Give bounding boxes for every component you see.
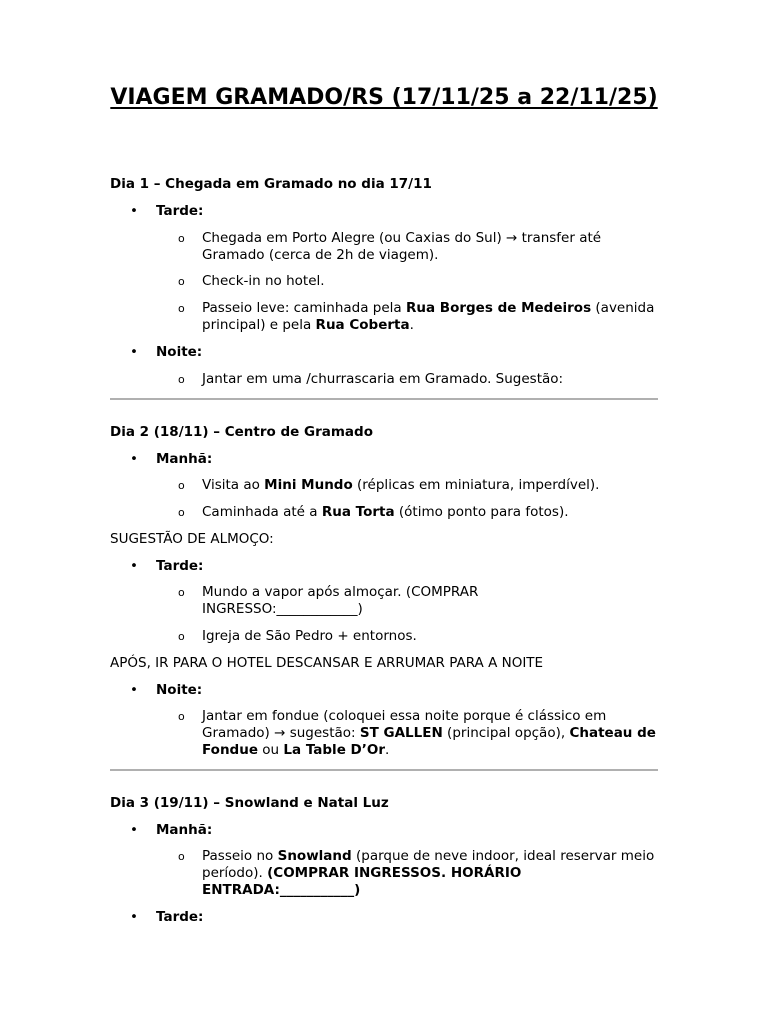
day3-heading: Dia 3 (19/11) – Snowland e Natal Luz xyxy=(110,795,389,811)
day1-tarde-label: Tarde: xyxy=(156,203,204,219)
la-table-dor: La Table D’Or xyxy=(283,742,386,758)
sub-bullet-icon: o xyxy=(178,373,185,386)
day2-noite-label: Noite: xyxy=(156,682,203,698)
section-divider xyxy=(110,398,658,400)
sub-bullet-icon: o xyxy=(178,275,185,288)
snowland: Snowland xyxy=(277,848,352,864)
chateau-de-fondue: Chateau de Fondue xyxy=(202,725,656,758)
st-gallen: ST GALLEN xyxy=(359,725,443,741)
bullet-icon: • xyxy=(130,682,138,698)
sub-bullet-icon: o xyxy=(178,302,185,315)
document-page: VIAGEM GRAMADO/RS (17/11/25 a 22/11/25) Dia 1 – Chegada em Gramado no dia 17/11 • Tarde: o Chegada em Porto Alegre (ou Caxias do Sul) → transfer até Gramado (cerca de 2h de viagem). o Check-in no hotel. o Passeio leve: caminhada pela Rua Borges de Medeiros (avenida principal) e pela Rua Coberta. • Noite: o Jantar em uma /churrascaria em Gramado. Sugestão: Dia 2 (18/11) – Centro de Gramado • Manhã: o Visita ao Mini Mundo (réplicas em miniatura, imperdível). o Caminhada até a Rua Torta (ótimo ponto para fotos). SUGESTÃO DE ALMOÇO: • Tarde: o Mundo a vapor após almoçar. (COMPRAR INGRESSO:____________) o Igreja de São Pedro + entornos. APÓS, IR PARA O HOTEL DESCANSAR E ARRUMAR PARA A NOITE • Noite: o Jantar em fondue (coloquei essa noite porque é clássico em Gramado) → sugestão: ST GALLEN (principal opção), Chateau de Fondue ou La Table D’Or. Dia 3 (19/11) – Snowland e Natal Luz • Manhã: o Passeio no Snowland (parque de neve indoor, ideal reservar meio período). (COMPRAR INGRESSOS. HORÁRIO ENTRADA:___________) • Tarde: xyxy=(0,0,768,1024)
day2-manha-label: Manhã: xyxy=(156,451,213,467)
sub-bullet-icon: o xyxy=(178,586,185,599)
document-title: VIAGEM GRAMADO/RS (17/11/25 a 22/11/25) xyxy=(110,85,658,110)
day2-hotel-note: APÓS, IR PARA O HOTEL DESCANSAR E ARRUMAR PARA A NOITE xyxy=(110,655,544,671)
sub-bullet-icon: o xyxy=(178,479,185,492)
sub-bullet-icon: o xyxy=(178,850,185,863)
section-divider xyxy=(110,769,658,771)
sub-bullet-icon: o xyxy=(178,630,185,643)
rua-torta: Rua Torta xyxy=(321,504,395,520)
mini-mundo: Mini Mundo xyxy=(264,477,353,493)
day3-tarde-label: Tarde: xyxy=(156,909,204,925)
day2-heading: Dia 2 (18/11) – Centro de Gramado xyxy=(110,424,373,440)
rua-borges-de-medeiros: Rua Borges de Medeiros xyxy=(405,300,592,316)
day1-noite-label: Noite: xyxy=(156,344,203,360)
bullet-icon: • xyxy=(130,909,138,925)
rua-coberta: Rua Coberta xyxy=(315,317,410,333)
bullet-icon: • xyxy=(130,558,138,574)
day3-manha-label: Manhã: xyxy=(156,822,213,838)
sub-bullet-icon: o xyxy=(178,710,185,723)
bullet-icon: • xyxy=(130,344,138,360)
day2-almoco-note: SUGESTÃO DE ALMOÇO: xyxy=(110,531,274,547)
sub-bullet-icon: o xyxy=(178,506,185,519)
day1-heading: Dia 1 – Chegada em Gramado no dia 17/11 xyxy=(110,176,432,192)
sub-bullet-icon: o xyxy=(178,232,185,245)
comprar-ingressos-note: (COMPRAR INGRESSOS. HORÁRIO ENTRADA:___________) xyxy=(202,865,522,898)
day2-tarde-label: Tarde: xyxy=(156,558,204,574)
bullet-icon: • xyxy=(130,203,138,219)
bullet-icon: • xyxy=(130,822,138,838)
bullet-icon: • xyxy=(130,451,138,467)
